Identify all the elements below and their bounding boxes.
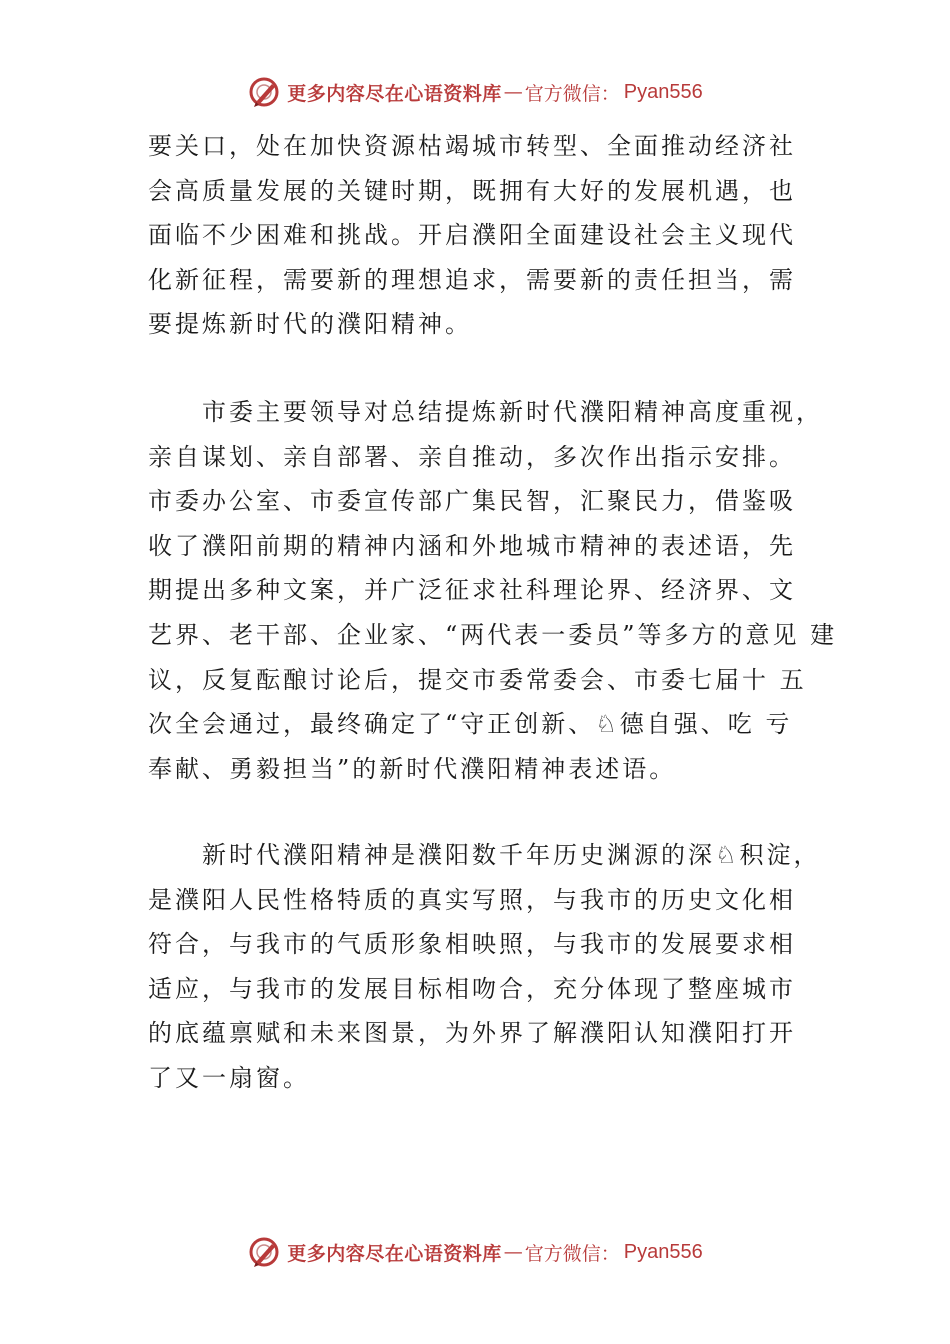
text-line: 市委办公室、市委宣传部广集民智，汇聚民力，借鉴吸 <box>148 487 796 516</box>
text-line: 议，反复酝酿讨论后，提交市委常委会、市委七届十 五 <box>148 665 807 694</box>
text-line: 会高质量发展的关键时期，既拥有大好的发展机遇，也 <box>148 176 796 205</box>
banner-wechat-id: Pyan556 <box>623 80 703 103</box>
text-line: 是濮阳人民性格特质的真实写照，与我市的历史文化相 <box>148 885 796 914</box>
text-line: 次全会通过，最终确定了“守正创新、♘德自强、吃 亏 <box>148 710 793 739</box>
paragraph-1 <box>148 124 796 347</box>
text-line: 化新征程，需要新的理想追求，需要新的责任担当，需 <box>148 265 796 294</box>
text-line: 要提炼新时代的濮阳精神。 <box>148 310 472 339</box>
pen-logo-icon <box>247 1235 281 1269</box>
paragraph-2 <box>148 390 837 791</box>
text-line: 要关口，处在加快资源枯竭城市转型、全面推动经济社 <box>148 132 796 160</box>
banner-dash: — <box>503 1241 523 1263</box>
text-line: 收了濮阳前期的精神内涵和外地城市精神的表述语，先 <box>148 531 796 560</box>
footer-banner <box>0 1232 950 1272</box>
banner-main-text: 更多内容尽在心语资料库 <box>287 82 502 105</box>
text-line: 奉献、勇毅担当”的新时代濮阳精神表述语。 <box>148 754 677 783</box>
banner-wechat-id: Pyan556 <box>623 1240 703 1263</box>
header-banner <box>0 72 950 112</box>
text-line: 了又一扇窗。 <box>148 1063 310 1092</box>
paragraph-3 <box>148 833 821 1101</box>
banner-dash: — <box>503 81 523 103</box>
text-line: 亲自谋划、亲自部署、亲自推动，多次作出指示安排。 <box>148 442 796 471</box>
pen-logo-icon <box>247 75 281 109</box>
banner-wechat-label: 官方微信： <box>524 1242 620 1265</box>
text-line: 的底蕴禀赋和未来图景，为外界了解濮阳认知濮阳打开 <box>148 1019 796 1048</box>
text-line: 新时代濮阳精神是濮阳数千年历史渊源的深♘积淀， <box>148 841 821 869</box>
text-line: 符合，与我市的气质形象相映照，与我市的发展要求相 <box>148 930 796 959</box>
text-line: 适应，与我市的发展目标相吻合，充分体现了整座城市 <box>148 974 796 1003</box>
banner-wechat-label: 官方微信： <box>524 82 620 105</box>
banner-main-text: 更多内容尽在心语资料库 <box>287 1242 502 1265</box>
text-line: 面临不少困难和挑战。开启濮阳全面建设社会主义现代 <box>148 221 796 250</box>
text-line: 期提出多种文案，并广泛征求社科理论界、经济界、文 <box>148 576 796 605</box>
text-line: 市委主要领导对总结提炼新时代濮阳精神高度重视， <box>148 398 823 426</box>
text-line: 艺界、老干部、企业家、“两代表一委员”等多方的意见 建 <box>148 620 838 649</box>
